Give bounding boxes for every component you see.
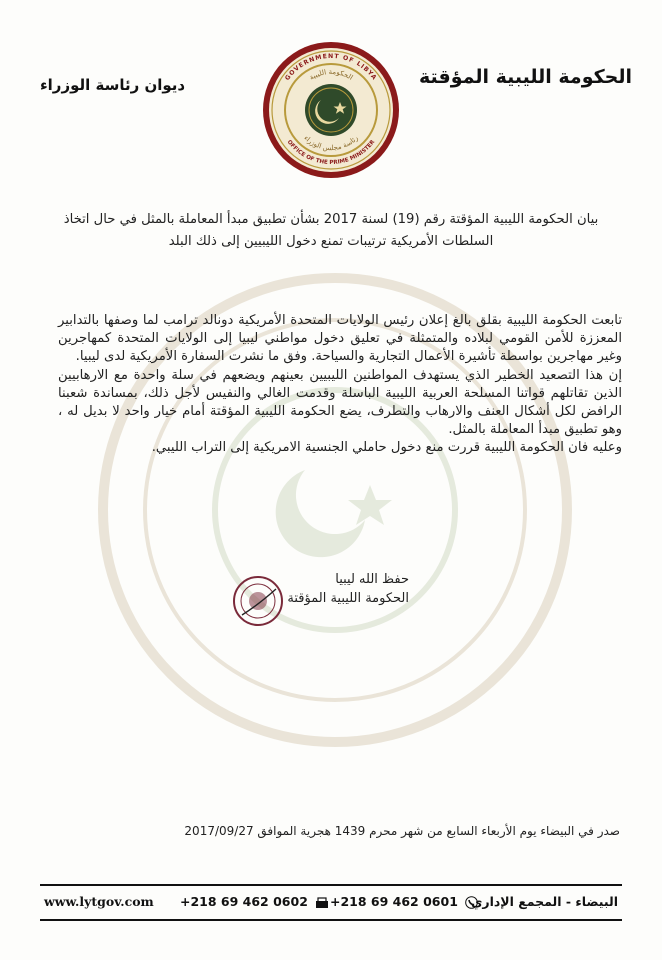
website-link[interactable]: www.lytgov.com [44,894,154,909]
statement-title [40,209,622,253]
fax-value: +218 69 462 0602 [180,894,308,909]
closing-line-2: الحكومة الليبية المؤقتة [287,591,409,606]
fax-number [180,894,329,912]
phone-number [330,894,478,912]
footer-bottom-rule [40,919,622,921]
address: البيضاء - المجمع الإداري [470,894,618,909]
body-paragraph-3: وعليه فان الحكومة الليبية قررت منع دخول حاملي الجنسية الامريكية إلى التراب الليبي. [151,440,622,456]
official-stamp-icon [232,575,284,627]
closing-line-1: حفظ الله ليبيا [335,572,409,587]
title-line-1: بيان الحكومة الليبية المؤقتة رقم (19) لسنة 2017 بشأن تطبيق مبدأ المعاملة بالمثل في حال اتخاذ [63,212,599,227]
issued-date-line: صدر في البيضاء يوم الأربعاء السابع من شهر محرم 1439 هجرية الموافق 2017/09/27 [184,824,620,838]
government-name: الحكومة الليبية المؤقتة [418,66,632,88]
footer-top-rule [40,884,622,886]
body-paragraph-2: إن هذا التصعيد الخطير الذي يستهدف المواطنين الليبيين بعينهم ويضعهم في سلة واحدة مع الارهابيين الذين تقاتلهم قواتنا المسلحة العربية الليبية الباسلة وقدمت الغالي والنفيس لأجل ذلك، بمساندة شعبنا الرافض لكل أشكال العنف والارهاب والتطرف، يضع الحكومة الليبية المؤقتة أمام خيار واحد لا بديل له ، وهو تطبيق مبدأ المعاملة بالمثل. [58,367,622,438]
statement-body [58,312,622,458]
seal-bottom-text: OFFICE OF THE PRIME MINISTER [285,139,377,167]
fax-icon [315,897,329,909]
office-name: ديوان رئاسة الوزراء [40,76,186,94]
body-paragraph-1: تابعت الحكومة الليبية بقلق بالغ إعلان رئيس الولايات المتحدة الأمريكية دونالد ترامب لما وصفها بالتدابير المعززة للأمن القومي لبلاده والمتمثلة في تعليق دخول مواطني ليبيا إلى الولايات المتحدة كمهاجرين وغير مهاجرين بواسطة تأشيرة الأعمال التجارية والسياحة. وفق ما نشرت السفارة الأمريكية لدى ليبيا. [58,313,622,365]
seal-top-text: GOVERNMENT OF LIBYA [283,52,379,82]
seal-inner-bottom-text: رئاسة مجلس الوزراء [302,134,360,153]
title-line-2: السلطات الأمريكية ترتيبات تمنع دخول الليبيين إلى ذلك البلد [168,234,494,249]
seal-inner-top-text: الحكومة الليبية [307,67,355,82]
government-seal-icon [261,40,401,180]
closing-block [287,570,409,608]
phone-value: +218 69 462 0601 [330,894,458,909]
